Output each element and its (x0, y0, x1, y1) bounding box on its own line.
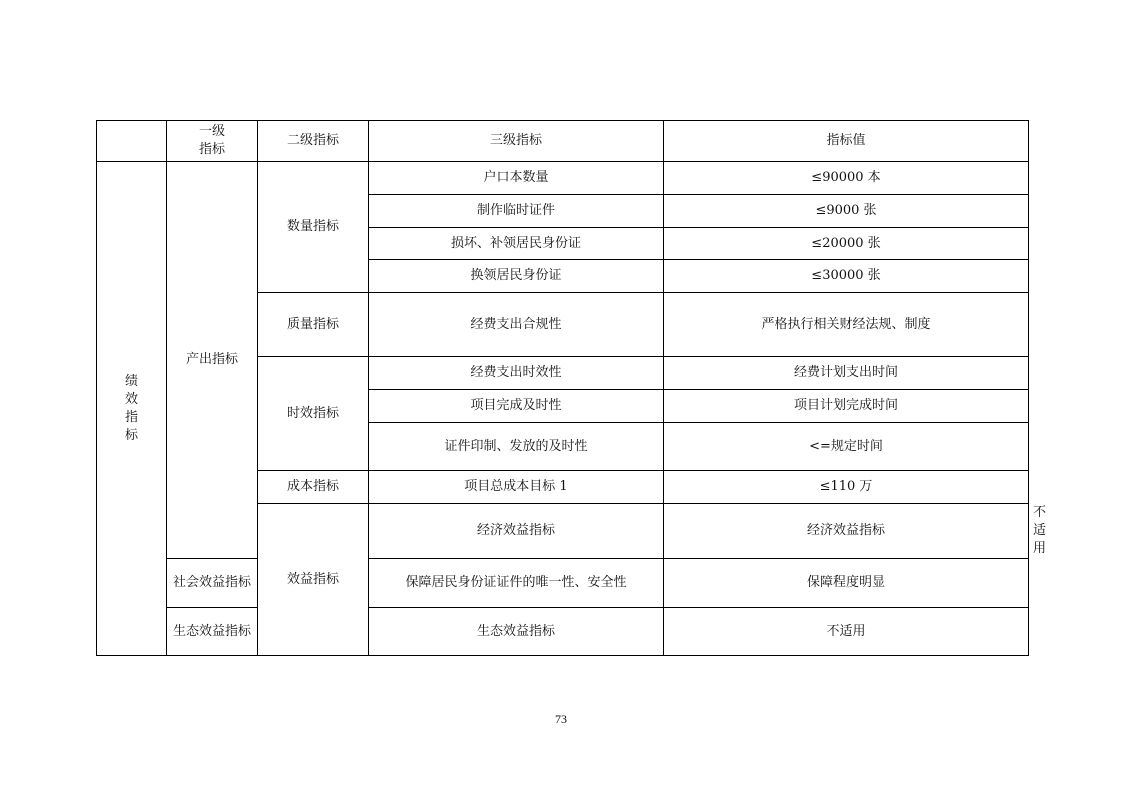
value-cell: 经费计划支出时间 (664, 357, 1029, 390)
table-row: 效益指标 经济效益指标 经济效益指标 不适用 (97, 504, 1029, 559)
level3-cell: 证件印制、发放的及时性 (369, 423, 664, 471)
level3-cell: 制作临时证件 (369, 195, 664, 228)
level3-cell: 经费支出合规性 (369, 293, 664, 357)
level3-cell: 保障居民身份证证件的唯一性、安全性 (369, 559, 664, 608)
benefit-indicator-label: 效益指标 (258, 504, 369, 656)
social-benefit-label: 社会效益指标 (167, 559, 258, 608)
level3-cell: 户口本数量 (369, 162, 664, 195)
table-header-row (97, 121, 1029, 162)
table-row (97, 162, 1029, 195)
value-cell: 项目计划完成时间 (664, 390, 1029, 423)
ecological-benefit-label: 生态效益指标 (167, 608, 258, 656)
level2-header: 二级指标 (258, 121, 369, 162)
quantity-indicator-label: 数量指标 (258, 162, 369, 293)
level3-cell: 经济效益指标 (664, 504, 1029, 559)
level3-cell: 换领居民身份证 (369, 260, 664, 293)
performance-indicator-label: 绩 效 指 标 (97, 162, 167, 656)
level3-cell: 生态效益指标 (369, 608, 664, 656)
level3-cell: 经费支出时效性 (369, 357, 664, 390)
level3-cell: 损坏、补领居民身份证 (369, 228, 664, 260)
performance-indicator-table (96, 120, 1047, 656)
value-cell: 严格执行相关财经法规、制度 (664, 293, 1029, 357)
value-cell: 不适用 (664, 608, 1029, 656)
economic-benefit-label: 经济效益指标 (369, 504, 664, 559)
level3-cell: 项目完成及时性 (369, 390, 664, 423)
value-header: 指标值 (664, 121, 1029, 162)
table-row (97, 608, 1029, 656)
table-corner-cell (97, 121, 167, 162)
value-cell: ≤9000 张 (664, 195, 1029, 228)
value-cell: 保障程度明显 (664, 559, 1029, 608)
timeliness-indicator-label: 时效指标 (258, 357, 369, 471)
value-cell: <=规定时间 (664, 423, 1029, 471)
value-cell: ≤110 万 (664, 471, 1029, 504)
page-number: 73 (555, 712, 567, 726)
cost-indicator-label: 成本指标 (258, 471, 369, 504)
level3-cell: 项目总成本目标 1 (369, 471, 664, 504)
value-cell: ≤20000 张 (664, 228, 1029, 260)
level1-header: 一级 指标 (167, 121, 258, 162)
level3-header: 三级指标 (369, 121, 664, 162)
value-cell: ≤30000 张 (664, 260, 1029, 293)
table-row (97, 559, 1029, 608)
quality-indicator-label: 质量指标 (258, 293, 369, 357)
output-indicator-label: 产出指标 (167, 162, 258, 559)
value-cell: ≤90000 本 (664, 162, 1029, 195)
